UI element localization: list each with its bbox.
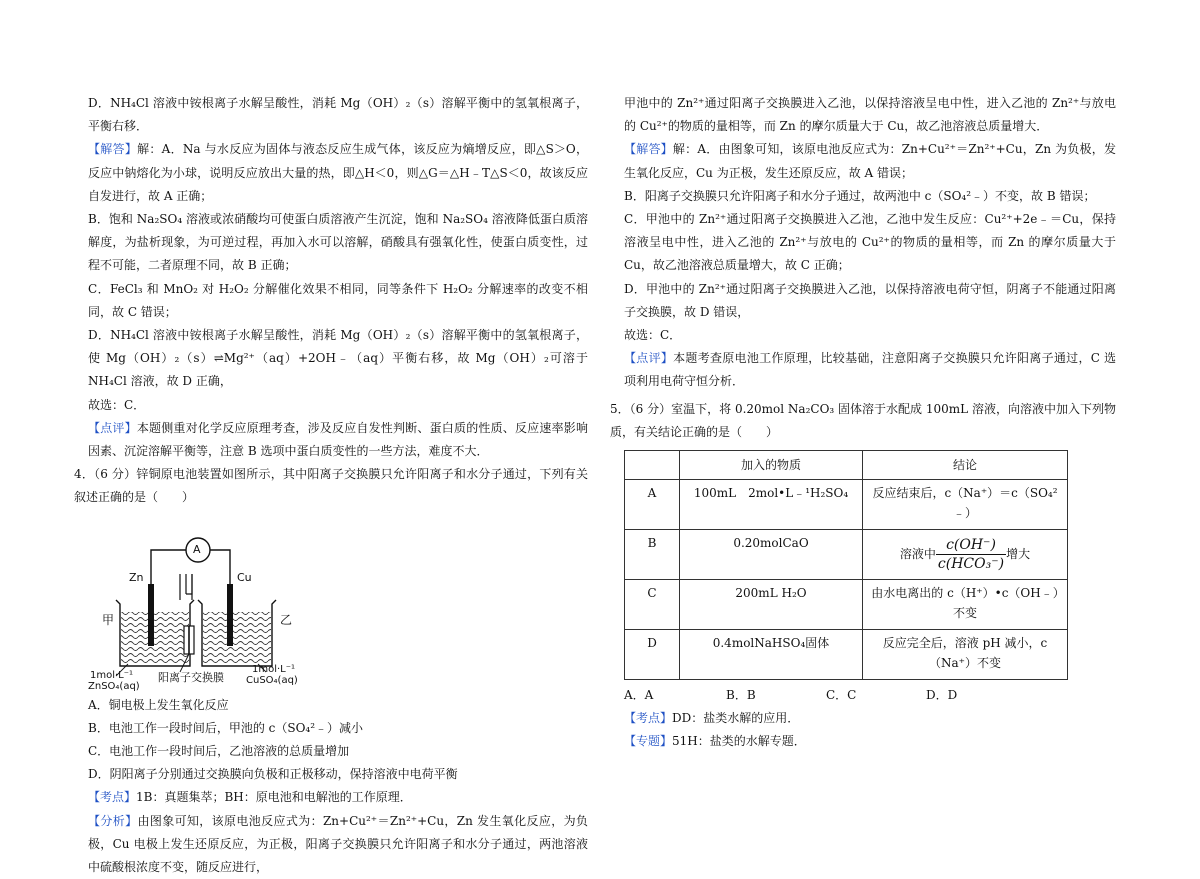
paragraph: 故选：C．	[88, 397, 146, 412]
topic-tag: 【考点】	[624, 711, 673, 726]
paragraph: D．NH₄Cl 溶液中铵根离子水解呈酸性，消耗 Mg（OH）₂（s）溶解平衡中的氢氧根离子，使 Mg（OH）₂（s）⇌Mg²⁺（aq）+2OH﹣（aq）平衡右移，故 Mg（OH）₂可溶于 NH₄Cl 溶液，故 D 正确，	[88, 328, 588, 389]
row-conclusion: 由水电离出的 c（H⁺）•c（OH﹣）不变	[863, 580, 1068, 630]
paragraph: C．FeCl₃ 和 MnO₂ 对 H₂O₂ 分解催化效果不相同，同等条件下 H₂O₂ 分解速率的改变不相同，故 C 错误；	[88, 281, 588, 319]
answer-text: 解：A．Na 与水反应为固体与液态反应生成气体，该反应为熵增反应，即△S＞O，反应中钠熔化为小球，说明反应放出大量的热，即△H＜0，则△G＝△H﹣T△S＜0，故该反应自发进行，故 A 正确；	[88, 142, 588, 203]
row-key: C	[625, 580, 680, 630]
table-row	[625, 630, 1068, 680]
paragraph: D．NH₄Cl 溶液中铵根离子水解呈酸性，消耗 Mg（OH）₂（s）溶解平衡中的氢氧根离子，平衡右移．	[88, 96, 588, 134]
comment-text: 本题侧重对化学反应原理考查，涉及反应自发性判断、蛋白质的性质、反应速率影响因素、沉淀溶解平衡等，注意 B 选项中蛋白质变性的一些方法，难度不大．	[88, 420, 588, 459]
category-paragraph	[624, 730, 1116, 753]
paragraph: C．甲池中的 Zn²⁺通过阳离子交换膜进入乙池，乙池中发生反应：Cu²⁺+2e﹣＝Cu，保持溶液呈电中性，进入乙池的 Zn²⁺与放电的 Cu²⁺的物质的量相等，而 Zn 的摩尔质量大于 Cu，故乙池溶液总质量增大，故 C 正确；	[624, 212, 1116, 273]
answer-text: 解：A．由图象可知，该原电池反应式为：Zn+Cu²⁺＝Zn²⁺+Cu，Zn 为负极，发生氧化反应，Cu 为正极，发生还原反应，故 A 错误；	[624, 142, 1116, 180]
conclusion-suffix: 增大	[1006, 547, 1031, 562]
right-concentration: 1mol·L⁻¹	[252, 663, 296, 675]
bridge-tube	[180, 574, 192, 600]
comment-tag: 【点评】	[624, 351, 674, 366]
left-concentration: 1mol·L⁻¹	[90, 669, 134, 681]
comment-paragraph	[624, 347, 1116, 393]
option-a: A．铜电极上发生氧化反应	[88, 697, 229, 712]
paragraph: B．饱和 Na₂SO₄ 溶液或浓硝酸均可使蛋白质溶液产生沉淀，饱和 Na₂SO₄ 溶液降低蛋白质溶解度，为盐析现象，为可逆过程，再加入水可以溶解，硝酸具有强氧化性，使蛋白质变性，过程不可能，二者原理不同，故 B 正确；	[88, 212, 588, 273]
copper-electrode	[227, 584, 233, 646]
paragraph: 甲池中的 Zn²⁺通过阳离子交换膜进入乙池，以保持溶液呈电中性，进入乙池的 Zn²⁺与放电的 Cu²⁺的物质的量相等，而 Zn 的摩尔质量大于 Cu，故乙池溶液总质量增大．	[624, 96, 1116, 134]
answer-paragraph	[88, 138, 588, 208]
table-row	[625, 530, 1068, 580]
fraction-numerator: c(OH⁻)	[936, 536, 1006, 555]
row-added: 200mL H₂O	[680, 580, 863, 630]
option-d: D．阴阳离子分别通过交换膜向负极和正极移动，保持溶液中电荷平衡	[88, 767, 458, 782]
row-added: 100mL 2mol•L﹣¹H₂SO₄	[680, 480, 863, 530]
choice-b: B．B	[726, 688, 756, 703]
topic-paragraph	[88, 786, 588, 809]
analysis-tag: 【分析】	[88, 813, 138, 828]
ratio-fraction	[936, 536, 1006, 573]
zn-label: Zn	[129, 570, 144, 584]
wire-right	[210, 550, 230, 584]
answer-options	[624, 684, 1116, 707]
table-header-row	[625, 451, 1068, 480]
answer-tag: 【解答】	[88, 142, 138, 157]
row-conclusion	[863, 530, 1068, 580]
table-row	[625, 580, 1068, 630]
topic-tag: 【考点】	[88, 790, 137, 805]
row-added: 0.4molNaHSO₄固体	[680, 630, 863, 680]
topic-text: 1B：真题集萃；BH：原电池和电解池的工作原理．	[136, 790, 412, 805]
galvanic-cell-diagram	[88, 514, 308, 692]
table-row	[625, 480, 1068, 530]
right-solution	[203, 612, 271, 665]
row-conclusion: 反应结束后，c（Na⁺）＝c（SO₄²﹣）	[863, 480, 1068, 530]
row-conclusion: 反应完全后，溶液 pH 减小，c（Na⁺）不变	[863, 630, 1068, 680]
options-table	[624, 450, 1068, 680]
conclusion-prefix: 溶液中	[899, 547, 936, 562]
question-5: 5．（6 分）室温下，将 0.20mol Na₂CO₃ 固体溶于水配成 100mL 溶液，向溶液中加入下列物质，有关结论正确的是（ ）	[610, 401, 1116, 439]
question-4: 4．（6 分）锌铜原电池装置如图所示，其中阳离子交换膜只允许阳离子和水分子通过，下列有关叙述正确的是（ ）	[74, 467, 588, 505]
cell-drawing	[88, 514, 308, 684]
membrane-label: 阳离子交换膜	[158, 670, 224, 684]
paragraph: B．阳离子交换膜只允许阳离子和水分子通过，故两池中 c（SO₄²﹣）不变，故 B 错误；	[624, 188, 1096, 203]
row-added: 0.20molCaO	[680, 530, 863, 580]
option-b: B．电池工作一段时间后，甲池的 c（SO₄²﹣）减小	[88, 720, 364, 735]
paragraph: 故选：C．	[624, 328, 682, 343]
paragraph: D．甲池中的 Zn²⁺通过阳离子交换膜进入乙池，以保持溶液电荷守恒，阴离子不能通过阳离子交换膜，故 D 错误，	[624, 281, 1116, 319]
left-solution	[121, 612, 189, 665]
row-key: A	[625, 480, 680, 530]
topic-paragraph	[624, 707, 1116, 730]
right-column	[610, 92, 1116, 754]
category-text: 51H：盐类的水解专题．	[672, 734, 806, 749]
zinc-electrode	[148, 584, 154, 646]
left-cell-label: 甲	[102, 612, 115, 627]
fraction-denominator: c(HCO₃⁻)	[937, 556, 1005, 573]
analysis-paragraph	[88, 810, 588, 879]
row-key: B	[625, 530, 680, 580]
option-c: C．电池工作一段时间后，乙池溶液的总质量增加	[88, 744, 350, 759]
choice-d: D．D	[926, 688, 958, 703]
left-solution-label: ZnSO₄(aq)	[88, 680, 140, 692]
choice-a: A．A	[624, 688, 654, 703]
comment-tag: 【点评】	[88, 420, 137, 435]
cu-label: Cu	[237, 570, 252, 584]
left-column	[74, 92, 588, 879]
category-tag: 【专题】	[624, 734, 673, 749]
comment-paragraph	[88, 417, 588, 463]
right-cell-label: 乙	[280, 612, 293, 627]
right-solution-label: CuSO₄(aq)	[246, 674, 298, 686]
header-blank	[625, 451, 680, 480]
answer-paragraph	[624, 138, 1116, 184]
answer-tag: 【解答】	[624, 142, 673, 157]
header-conclusion: 结论	[863, 451, 1068, 480]
choice-c: C．C	[826, 688, 857, 703]
comment-text: 本题考查原电池工作原理，比较基础，注意阳离子交换膜只允许阳离子通过，C 选项利用电荷守恒分析．	[624, 351, 1116, 389]
wire-left	[151, 550, 186, 584]
analysis-text: 由图象可知，该原电池反应式为：Zn+Cu²⁺＝Zn²⁺+Cu，Zn 发生氧化反应，为负极，Cu 电极上发生还原反应，为正极，阳离子交换膜只允许阳离子和水分子通过，两池溶液中硫酸根浓度不变，随反应进行，	[88, 813, 588, 875]
row-key: D	[625, 630, 680, 680]
header-added: 加入的物质	[680, 451, 863, 480]
ammeter-label: A	[193, 542, 201, 556]
topic-text: DD：盐类水解的应用．	[672, 711, 800, 726]
